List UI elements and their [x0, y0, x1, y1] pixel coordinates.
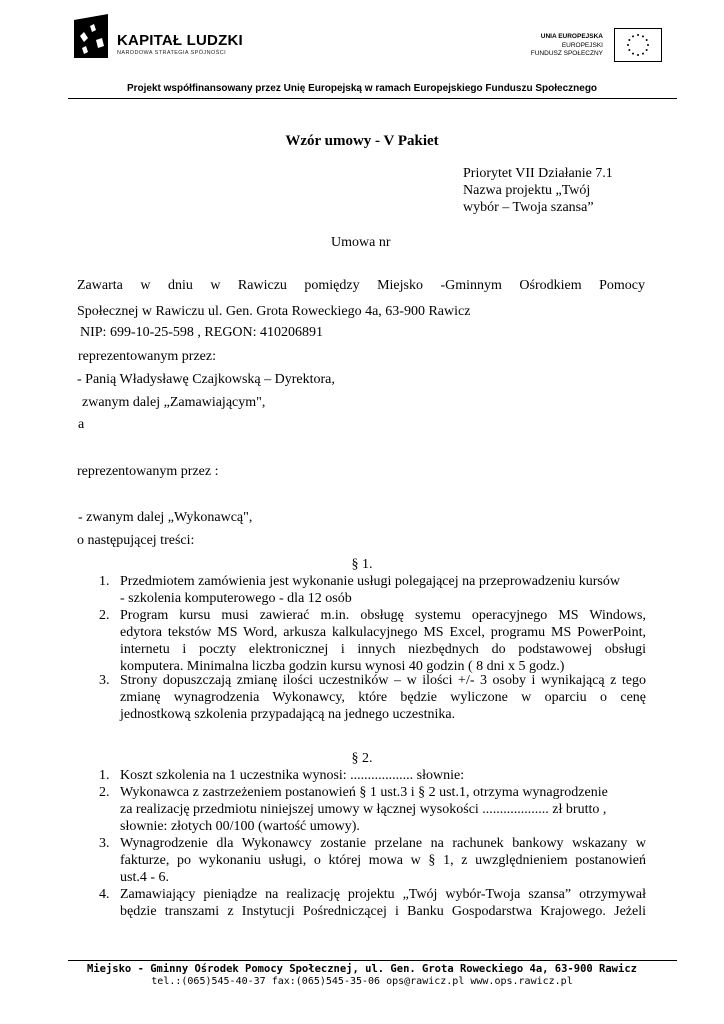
- list-item-line: Program kursu musi zawierać m.in. obsługę systemu operacyjnego MS Windows,: [120, 608, 646, 623]
- list-item-line: Zamawiający pieniądze na realizację projektu „Twój wybór-Twoja szansa” otrzymywał: [120, 887, 646, 902]
- list-number: 4.: [99, 887, 110, 902]
- eu-label-2: EUROPEJSKI: [561, 42, 603, 49]
- list-item-line: Wynagrodzenie dla Wykonawcy zostanie przelane na rachunek bankowy wskazany w: [120, 836, 646, 851]
- list-item-line: edytora tekstów MS Word, arkusza kalkulacyjnego MS Excel, programu MS PowerPoint,: [120, 625, 646, 640]
- list-number: 1.: [99, 768, 110, 783]
- intro-line: a: [78, 417, 85, 432]
- eu-star-icon: [637, 54, 639, 56]
- list-item: [120, 607, 646, 675]
- list-item-line: fakturze, po wykonaniu usługi, o której mowa w § 1, z uwzględnieniem postanowień: [120, 853, 646, 868]
- list-item-line: komputera. Minimalna liczba godzin kursu wynosi 40 godzin ( 8 dni x 5 godz.): [120, 659, 565, 674]
- eu-star-icon: [628, 39, 630, 41]
- intro-line: - Panią Władysławę Czajkowską – Dyrektora,: [77, 372, 335, 387]
- eu-star-icon: [642, 53, 644, 55]
- eu-label-1: UNIA EUROPEJSKA: [540, 33, 603, 40]
- list-item-line: za realizację przedmiotu niniejszej umowy w łącznej wysokości ................... zł brutto ,: [120, 802, 607, 817]
- list-item-line: - szkolenia komputerowego - dla 12 osób: [120, 591, 352, 606]
- logo-title: KAPITAŁ LUDZKI: [117, 32, 243, 49]
- nip-regon-line: NIP: 699-10-25-598 , REGON: 410206891: [80, 325, 324, 340]
- intro-line: o następującej treści:: [77, 533, 195, 548]
- list-item-line: ust.4 - 6.: [120, 870, 169, 885]
- list-item: [120, 835, 646, 886]
- document-title: Wzór umowy - V Pakiet: [285, 133, 439, 149]
- eu-flag-icon: [614, 28, 662, 62]
- list-number: 3.: [99, 836, 110, 851]
- cofinancing-note: Projekt współfinansowany przez Unię Europejską w ramach Europejskiego Funduszu Społecznego: [126, 83, 598, 94]
- list-number: 2.: [99, 785, 110, 800]
- list-item: [120, 767, 646, 784]
- footer-contact: tel.:(065)545-40-37 fax:(065)545-35-06 ops@rawicz.pl www.ops.rawicz.pl: [151, 976, 573, 987]
- list-item: [120, 886, 646, 920]
- list-item-line: słownie: złotych 00/100 (wartość umowy).: [120, 819, 360, 834]
- project-name-line: wybór – Twoja szansa”: [463, 200, 594, 215]
- list-item-line: jednostkową szkolenia przypadającą na jednego uczestnika.: [120, 707, 456, 722]
- eu-star-icon: [628, 49, 630, 51]
- list-number: 2.: [99, 608, 110, 623]
- section-1-heading: § 1.: [351, 557, 373, 572]
- eu-star-icon: [627, 44, 629, 46]
- list-number: 1.: [99, 574, 110, 589]
- list-item-line: Strony dopuszczają zmianę ilości uczestników – w ilości +/- 3 osoby i wynikającą z tego: [120, 673, 646, 688]
- contract-number: Umowa nr: [331, 235, 391, 250]
- header-divider: [68, 98, 677, 99]
- eu-star-icon: [647, 44, 649, 46]
- intro-line: zwanym dalej „Zamawiającym",: [82, 395, 266, 410]
- list-item: [120, 672, 646, 723]
- list-item-line: Koszt szkolenia na 1 uczestnika wynosi: .................. słownie:: [120, 768, 465, 783]
- list-number: 3.: [99, 673, 110, 688]
- eu-star-icon: [632, 35, 634, 37]
- project-name-line: Nazwa projektu „Twój: [463, 183, 591, 198]
- list-item: [120, 784, 646, 835]
- list-item-line: Przedmiotem zamówienia jest wykonanie usługi polegającej na przeprowadzeniu kursów: [120, 574, 620, 589]
- list-item: [120, 573, 646, 607]
- intro-line: Społecznej w Rawiczu ul. Gen. Grota Roweckiego 4a, 63-900 Rawicz: [77, 304, 471, 319]
- eu-label-3: FUNDUSZ SPOŁECZNY: [530, 50, 603, 57]
- eu-star-icon: [646, 39, 648, 41]
- logo-subtitle: NARODOWA STRATEGIA SPÓJNOŚCI: [117, 50, 226, 56]
- footer-address: Miejsko - Gminny Ośrodek Pomocy Społecznej, ul. Gen. Grota Roweckiego 4a, 63-900 Rawicz: [87, 963, 637, 975]
- intro-line: Zawarta w dniu w Rawiczu pomiędzy Miejsko -Gminnym Ośrodkiem Pomocy: [77, 278, 645, 293]
- eu-star-icon: [637, 34, 639, 36]
- priority-block: [463, 165, 613, 216]
- priority-line: Priorytet VII Działanie 7.1: [463, 166, 613, 181]
- eu-star-icon: [632, 53, 634, 55]
- list-item-line: będzie transzami z Instytucji Pośredniczącej i Banku Gospodarstwa Krajowego. Jeżeli: [120, 904, 646, 919]
- intro-line: reprezentowanym przez :: [77, 464, 219, 479]
- eu-star-icon: [646, 49, 648, 51]
- intro-line: - zwanym dalej „Wykonawcą",: [78, 510, 253, 525]
- intro-line: reprezentowanym przez:: [78, 349, 216, 364]
- list-item-line: Wykonawca z zastrzeżeniem postanowień § 1 ust.3 i § 2 ust.1, otrzyma wynagrodzenie: [120, 785, 608, 800]
- eu-star-icon: [642, 35, 644, 37]
- kapital-ludzki-logo: [72, 14, 110, 58]
- section-2-heading: § 2.: [351, 751, 373, 766]
- list-item-line: internetu i poczty elektronicznej i innych niezbędnych do podstawowej obsługi: [120, 642, 646, 657]
- footer-divider: [68, 960, 677, 961]
- list-item-line: zmianę wynagrodzenia Wykonawcy, które będzie wyliczone w oparciu o cenę: [120, 690, 646, 705]
